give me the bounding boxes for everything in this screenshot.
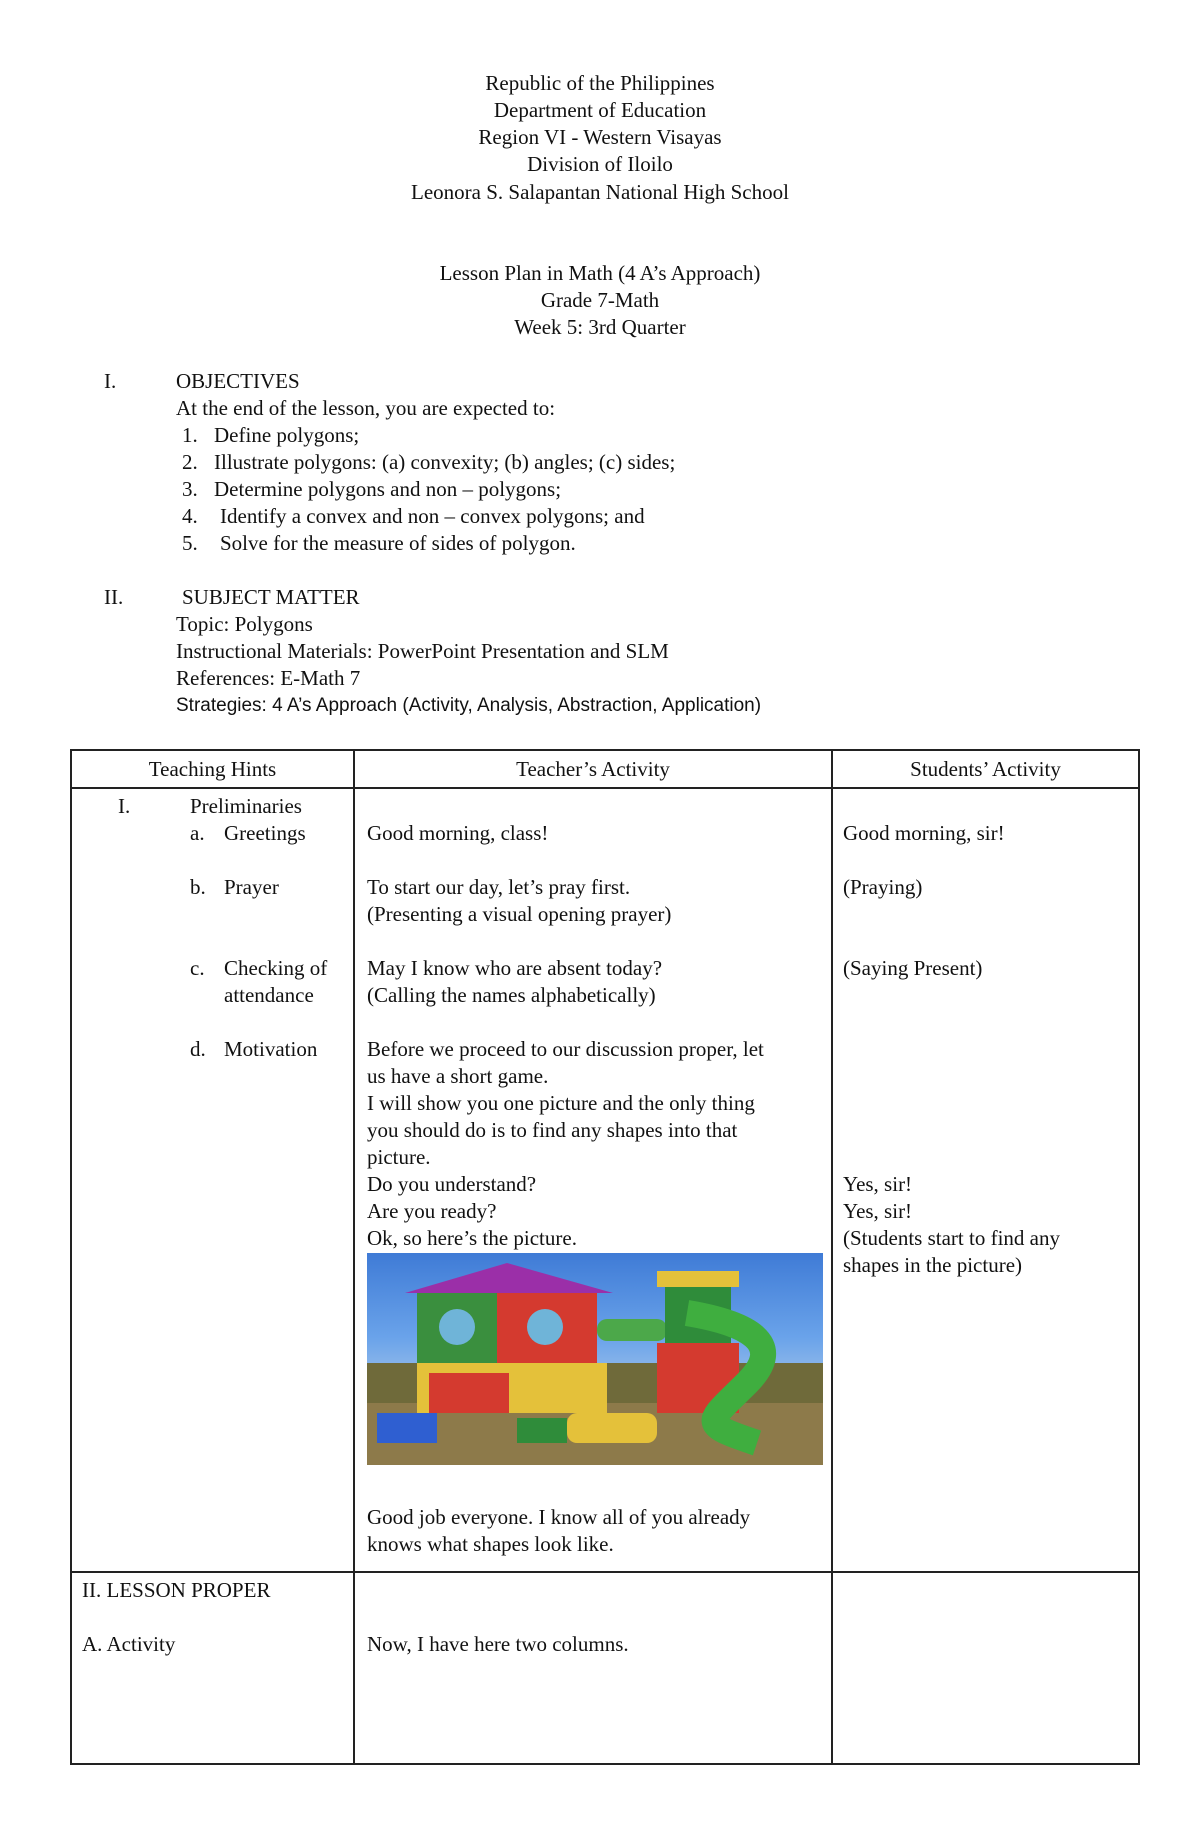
table-header-row	[71, 750, 1139, 788]
teacher-prayer: (Presenting a visual opening prayer)	[367, 902, 672, 926]
student-attendance: (Saying Present)	[843, 956, 983, 980]
objective-number: 1.	[182, 423, 198, 447]
porthole	[527, 1309, 563, 1345]
teacher-motivation: us have a short game.	[367, 1064, 549, 1088]
objectives-heading: OBJECTIVES	[176, 369, 300, 393]
hint-letter: b.	[190, 875, 206, 899]
header-teachers-activity: Teacher’s Activity	[354, 750, 832, 788]
teacher-activity-intro: Now, I have here two columns.	[367, 1632, 629, 1656]
header-students-activity: Students’ Activity	[832, 750, 1139, 788]
teacher-motivation: picture.	[367, 1145, 431, 1169]
student-response: Yes, sir!	[843, 1172, 913, 1196]
header-line: Department of Education	[493, 98, 707, 122]
porthole	[439, 1309, 475, 1345]
hint-letter: d.	[190, 1037, 206, 1061]
objective-number: 2.	[182, 450, 198, 474]
green-block	[517, 1418, 567, 1443]
hint-prayer: Prayer	[224, 875, 279, 899]
lesson-proper-title: II. LESSON PROPER	[82, 1578, 271, 1602]
header-line: Leonora S. Salapantan National High School	[411, 180, 789, 204]
hint-attendance: attendance	[224, 983, 314, 1007]
red-rail	[429, 1373, 509, 1413]
teacher-greeting: Good morning, class!	[367, 821, 549, 845]
activity-label: A. Activity	[82, 1632, 176, 1656]
subject-matter-heading: SUBJECT MATTER	[182, 585, 360, 609]
objective-number: 3.	[182, 477, 198, 501]
preliminaries-students-cell	[832, 788, 1139, 1572]
playground-picture	[367, 1253, 823, 1465]
preliminaries-title: Preliminaries	[190, 794, 302, 818]
table-row	[71, 788, 1139, 1572]
preliminaries-teacher-cell	[354, 788, 832, 1572]
teacher-motivation: you should do is to find any shapes into that	[367, 1118, 738, 1142]
objectives-intro: At the end of the lesson, you are expected to:	[176, 396, 556, 420]
objective-item: Determine polygons and non – polygons;	[214, 477, 562, 501]
objective-item: Solve for the measure of sides of polygon.	[220, 531, 576, 555]
teacher-motivation: Are you ready?	[367, 1199, 497, 1223]
topic-line: Topic: Polygons	[176, 612, 313, 636]
hint-greetings: Greetings	[224, 821, 306, 845]
grade-line: Grade 7-Math	[540, 288, 660, 312]
blue-block	[377, 1413, 437, 1443]
teacher-motivation: Do you understand?	[367, 1172, 537, 1196]
header-line: Region VI - Western Visayas	[478, 125, 722, 149]
teacher-motivation: Before we proceed to our discussion proper, let	[367, 1037, 764, 1061]
objective-item: Illustrate polygons: (a) convexity; (b) angles; (c) sides;	[214, 450, 676, 474]
preliminaries-hints-cell	[71, 788, 354, 1572]
student-greeting: Good morning, sir!	[843, 821, 1005, 845]
teacher-motivation: Ok, so here’s the picture.	[367, 1226, 577, 1250]
objective-number: 4.	[182, 504, 198, 528]
header-line: Republic of the Philippines	[485, 71, 715, 95]
teacher-attendance: (Calling the names alphabetically)	[367, 983, 656, 1007]
teacher-attendance: May I know who are absent today?	[367, 956, 663, 980]
hint-letter: a.	[190, 821, 205, 845]
header-line: Division of Iloilo	[527, 152, 673, 176]
preliminaries-numeral: I.	[118, 794, 131, 818]
student-response: Yes, sir!	[843, 1199, 913, 1223]
student-response: (Students start to find any	[843, 1226, 1060, 1250]
lesson-proper-hints-cell	[71, 1572, 354, 1764]
right-roof	[657, 1271, 739, 1287]
teacher-prayer: To start our day, let’s pray first.	[367, 875, 631, 899]
week-line: Week 5: 3rd Quarter	[514, 315, 686, 339]
section-numeral: I.	[104, 369, 117, 393]
student-prayer: (Praying)	[843, 875, 923, 899]
lesson-proper-teacher-cell	[354, 1572, 832, 1764]
hint-letter: c.	[190, 956, 205, 980]
objective-item: Identify a convex and non – convex polygons; and	[220, 504, 645, 528]
teacher-motivation: I will show you one picture and the only thing	[367, 1091, 755, 1115]
teacher-after-picture: knows what shapes look like.	[367, 1532, 614, 1556]
strategies-line: Strategies: 4 A’s Approach (Activity, Analysis, Abstraction, Application)	[176, 695, 762, 716]
teacher-after-picture: Good job everyone. I know all of you already	[367, 1505, 751, 1529]
student-response: shapes in the picture)	[843, 1253, 1023, 1277]
tunnel	[597, 1319, 667, 1341]
yellow-block	[567, 1413, 657, 1443]
hint-motivation: Motivation	[224, 1037, 318, 1061]
section-numeral: II.	[104, 585, 124, 609]
lesson-proper-students-cell	[832, 1572, 1139, 1764]
table-row	[71, 1572, 1139, 1764]
lesson-title: Lesson Plan in Math (4 A’s Approach)	[439, 261, 761, 285]
header-teaching-hints: Teaching Hints	[71, 750, 354, 788]
playground-illustration	[367, 1253, 823, 1465]
references-line: References: E-Math 7	[176, 666, 361, 690]
objective-item: Define polygons;	[214, 423, 360, 447]
lesson-table	[70, 749, 1140, 1765]
objective-number: 5.	[182, 531, 198, 555]
hint-attendance: Checking of	[224, 956, 328, 980]
purple-roof	[405, 1263, 613, 1293]
materials-line: Instructional Materials: PowerPoint Presentation and SLM	[176, 639, 669, 663]
